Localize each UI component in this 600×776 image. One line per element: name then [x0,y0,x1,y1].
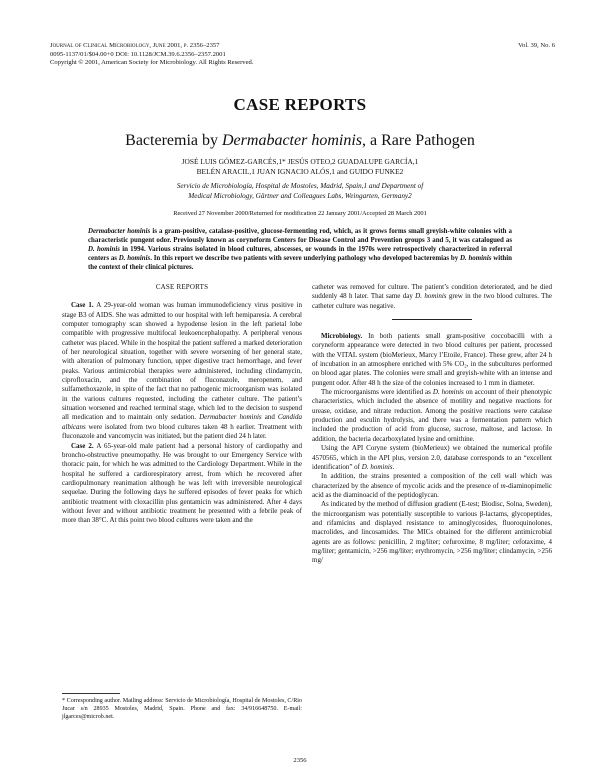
continuation-organism: D. hominis [415,292,447,301]
section-title: CASE REPORTS [233,95,367,114]
article-title [0,132,600,150]
section-divider [392,319,472,320]
case-1-label: Case 1. [71,301,94,310]
api-text-2: . [392,462,395,471]
abstract-text-4: within the context of their clinical pictures. [88,255,512,272]
page-number: 2356 [293,757,307,764]
title-suffix: , a Rare Pathogen [361,132,475,149]
title-prefix: Bacteremia by [125,132,222,149]
affiliation-line-2: Medical Microbiology, Gärtner and Colleagues Labs, Weingarten, Germany2 [188,191,412,200]
api-organism: D. hominis [361,462,393,471]
case-1-organism-2: Candida albicans [62,413,303,431]
case-1-paragraph [62,301,302,441]
footnote-divider [62,693,120,694]
identification-text-1: The microorganisms were identified as [321,388,433,397]
journal-header [50,42,410,68]
affiliations [120,182,480,201]
abstract-organism: Dermabacter hominis [88,228,151,235]
microbiology-text: In both patients small gram-positive coccobacilli with a coryneform appearance were detected in two blood cultures per patient, processed with the VITAL system (bioMerieux, Marcy l’Etoile, France). These grew, after 24 h of incubation in an atmosphere enriched with 5% CO₂, in the subcultures performed on blood agar plates. The colonies were small and greyish-white with an intense and pungent odor. After 48 h the size of the colonies increased to 1 mm in diameter. [312,332,552,387]
identification-organism: D. hominis [432,388,464,397]
abstract-text-1: is a gram-positive, catalase-positive, glucose-fermenting rod, which, as it grows forms small greyish-white colonies with a characteristic pungent odor. Previously known as coryneform Centers for Disease Control and Prevention groups 3 and 5, it was catalogued as [88,228,512,245]
microbiology-label: Microbiology. [321,332,363,341]
received-dates: Received 27 November 2000/Returned for modification 22 January 2001/Accepted 28 March 2001 [173,210,427,217]
case-1-text-2: were isolated from two blood cultures taken 48 h earlier. Treatment with fluconazole and vancomycin was initiated, but the patient died 24 h later. [62,422,302,441]
affiliation-line-1: Servicio de Microbiología, Hospital de Mostoles, Madrid, Spain,1 and Department of [176,182,424,190]
footnote: * Corresponding author. Mailing address: Servicio de Microbiología, Hospital de Mostoles, C/Rio Jucar s/n 28935 Mostoles, Madrid, Spain. Phone and fax: 34/916648750. E-mail: jlgarces@microb.net. [62,698,302,720]
case-2-paragraph [62,442,302,526]
susceptibility-paragraph: As indicated by the method of diffusion gradient (E-test; Biodisc, Solna, Sweden), the microorganism was potentially susceptible to various β-lactams, glycopeptides, and rifamicins and displayed resistance to aminoglycosides, fluoroquinolones, macrolides, and lincosamides. The MICs obtained for the different antimicrobial agents are as follows: penicillin, 2 mg/liter; cefuroxime, 8 mg/liter; cefotaxime, 4 mg/liter; gentamicin, >256 mg/liter; erythromycin, >256 mg/liter; clindamycin, >256 mg/ [312,500,552,565]
identification-paragraph [312,388,552,444]
left-column [62,283,302,526]
case-1-organism-1: Dermabacter hominis [199,413,262,422]
authors-line-1: JOSÉ LUIS GÓMEZ-GARCÉS,1* JESÚS OTEO,2 GUADALUPE GARCÍA,1 [181,157,419,166]
continuation-text-1: catheter was removed for culture. The patient’s condition deteriorated, and he died suddenly 48 h later. That same day [312,283,552,301]
author-list [90,157,510,177]
api-text-1: Using the API Coryne system (bioMerieux) we obtained the numerical profile 4570565, which in the API plus, version 2.0, database corresponds to an “excellent identification” of [312,444,552,471]
cell-wall-italic: m [500,481,506,490]
issn-doi: 0095-1137/01/$04.00+0 DOI: 10.1128/JCM.39.6.2356–2357.2001 [50,50,226,58]
abstract-organism-short-1: D. hominis [88,246,120,254]
cell-wall-text-2: -diaminopimelic acid as the diaminoacid of the peptidoglycan. [312,481,552,499]
copyright: Copyright © 2001, American Society for Microbiology. All Rights Reserved. [50,59,254,67]
abstract-organism-short-3: D. hominis [459,255,492,263]
continuation-text-2: grew in the two blood cultures. The catheter culture was negative. [312,292,552,310]
cell-wall-paragraph [312,472,552,500]
cell-wall-text-1: In addition, the strains presented a composition of the cell wall which was characterized by the absence of mycolic acids and the presence of [312,472,552,490]
case-1-text-1: A 29-year-old woman was human immunodeficiency virus positive in stage B3 of AIDS. She was admitted to our hospital with left hemiparesia. A cerebral computer tomography scan showed a hypodense lesion in the left parietal lobe compatible with progressive multifocal leukoencephalopathy. A peripheral venous catheter was placed. While in the hospital the patient suffered a marked deterioration of her neurological situation, together with severe worsening of her general state, with alteration of pulmonary function, upper digestive tract hemorrhage, and fever peaks. Various antimicrobial therapies were administered, including clindamycin, ciprofloxacin, and the combination of fluconazole, meropenem, and sulfamethoxazole, in spite of the fact that no pathogenic microorganism was isolated in the various cultures requested, including the catheter culture. The patient’s situation worsened and reached terminal stage, which led to the decision to suspend all medication and to maintain only sedation. [62,301,303,422]
case-2-continuation [312,283,552,311]
column-heading: CASE REPORTS [155,283,209,291]
abstract [88,227,512,272]
right-column [312,283,552,566]
abstract-text-2: in 1994. Various strains isolated in blood cultures, abscesses, or wounds in the 1970s were retrospectively characterized in referral centers as [88,246,512,263]
authors-line-2: BELÉN ARACIL,1 JUAN IGNACIO ALÓS,1 and GUIDO FUNKE2 [196,167,404,176]
case-2-text: A 65-year-old male patient had a personal history of cardiopathy and broncho-obstructive pneumopathy. He was brought to our Emergency Service with thoracic pain, for which he was admitted to the Cardiology Department. While in the hospital he suffered a cardiorespiratory arrest, from which he recovered after cardiopulmonary reanimation although he was left with irreversible neurological sequelae. During the following days he suffered episodes of fever peaks for which antibiotic treatment with cloxacillin plus gentamicin was administered. After 4 days without fever and without antibiotic treatment he presented with a febrile peak of more than 38°C. At this point two blood cultures were taken and the [62,441,302,525]
abstract-organism-short-2: D. hominis [118,255,151,263]
volume-issue: Vol. 39, No. 6 [518,42,555,49]
journal-citation: Journal of Clinical Microbiology, June 2001, p. 2356–2357 [50,42,220,49]
abstract-text-3: . In this report we describe two patients with severe underlying pathology who developed bacteremias by [150,255,460,263]
title-organism: Dermabacter hominis [222,132,362,149]
identification-text-2: on account of their phenotypic characteristics, which included the absence of motility and negative reactions for urease, oxidase, and nitrate reduction. Among the positive reactions were catalase production and esculin hydrolysis, and there was a fermentation pattern which included the production of acid from glucose, sucrose, maltose, and lactose. In addition, the bacteria decarboxylated lysine and ornithine. [312,388,552,443]
microbiology-paragraph [312,332,552,388]
case-1-and: and [261,413,278,422]
api-coryne-paragraph [312,444,552,472]
case-2-label: Case 2. [71,441,94,450]
